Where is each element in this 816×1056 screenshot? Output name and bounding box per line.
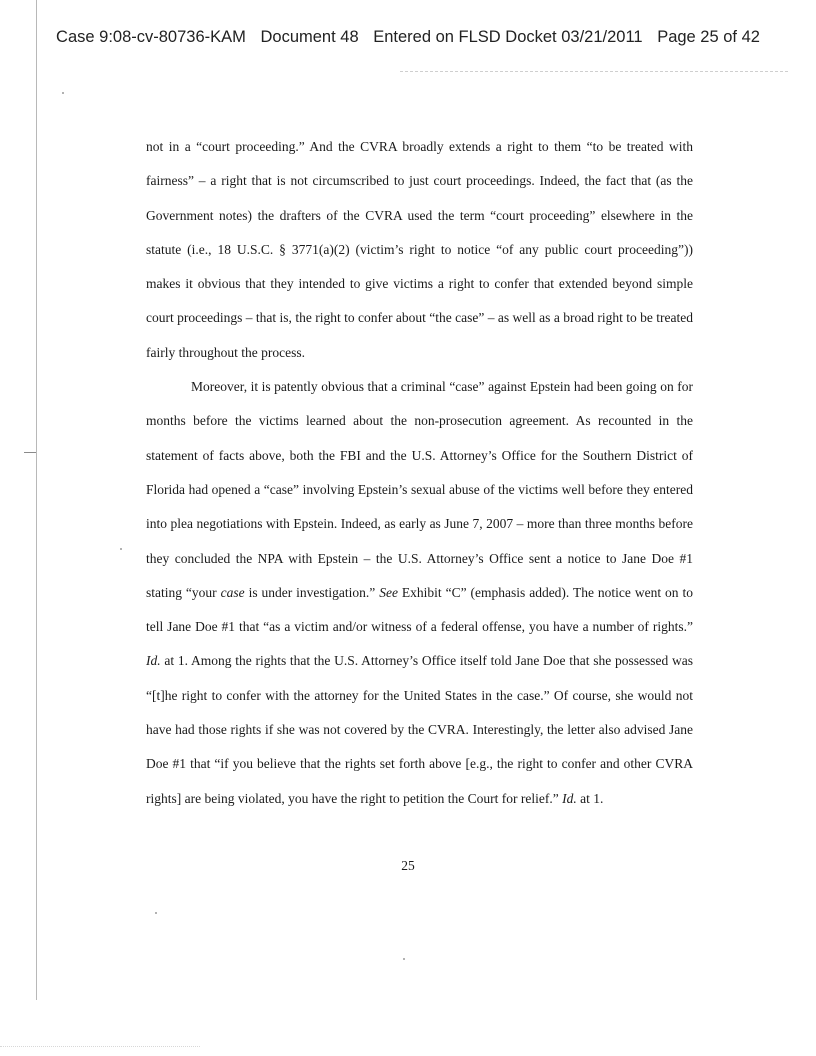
footer-scan-noise	[0, 1046, 200, 1047]
italic-text: See	[379, 584, 398, 600]
paragraph-text: at 1. Among the rights that the U.S. Attorney’s Office itself told Jane Doe that she possessed was “[t]he right to confer with the attorney for the United States in the case.” Of course, she would not have had those rights if she was not covered by the CVRA. Interestingly, the letter also advised Jane Doe #1 that “if you believe that the rights set forth above [e.g., the right to confer and other CVRA rights] are being violated, you have the right to petition the Court for relief.”	[146, 653, 693, 806]
paragraph-text: Exhibit “C” (emphasis added). The notice went on to tell Jane Doe #1 that “as a victim and/or witness of a federal offense, you have a number of rights.”	[146, 584, 693, 635]
paragraph-text: Moreover, it is patently obvious that a criminal “case” against Epstein had been going on for months before the victims learned about the non-prosecution agreement. As recounted in the statement of facts above, both the FBI and the U.S. Attorney’s Office for the Southern District of Florida had opened a “case” involving Epstein’s sexual abuse of the victims well before they entered into plea negotiations with Epstein. Indeed, as early as June 7, 2007 – more than three months before they concluded the NPA with Epstein – the U.S. Attorney’s Office sent a notice to Jane Doe #1 stating “your	[146, 379, 693, 600]
left-margin-tick	[24, 452, 36, 453]
paragraph-text: is under investigation.”	[244, 584, 380, 600]
docket-header	[0, 28, 816, 47]
italic-text: case	[220, 584, 245, 600]
left-margin-rule	[36, 0, 37, 1000]
paragraph-text: at 1.	[576, 790, 604, 806]
body-text	[146, 130, 693, 816]
scan-speck	[403, 958, 405, 960]
header-scan-rule	[400, 71, 788, 72]
scan-speck	[155, 912, 157, 914]
paragraph-text: not in a “court proceeding.” And the CVRA broadly extends a right to them “to be treated with fairness” – a right that is not circumscribed to just court proceedings. Indeed, the fact that (as the Government notes) the drafters of the CVRA used the term “court proceeding” elsewhere in the statute (i.e., 18 U.S.C. § 3771(a)(2) (victim’s right to notice “of any public court proceeding”)) makes it obvious that they intended to give victims a right to confer that extended beyond simple court proceedings – that is, the right to confer about “the case” – as well as a broad right to be treated fairly throughout the process.	[146, 139, 693, 360]
header-case-number: Case 9:08-cv-80736-KAM	[56, 28, 246, 46]
italic-text: Id.	[146, 653, 161, 669]
body-paragraph	[146, 130, 693, 370]
italic-text: Id.	[562, 790, 577, 806]
scan-speck	[62, 92, 64, 94]
scan-speck	[120, 548, 122, 550]
body-paragraph	[146, 370, 693, 816]
header-page-count: Page 25 of 42	[657, 28, 760, 46]
header-document-number: Document 48	[260, 28, 359, 46]
header-entered-date: Entered on FLSD Docket 03/21/2011	[373, 28, 643, 46]
page-number: 25	[401, 858, 415, 873]
